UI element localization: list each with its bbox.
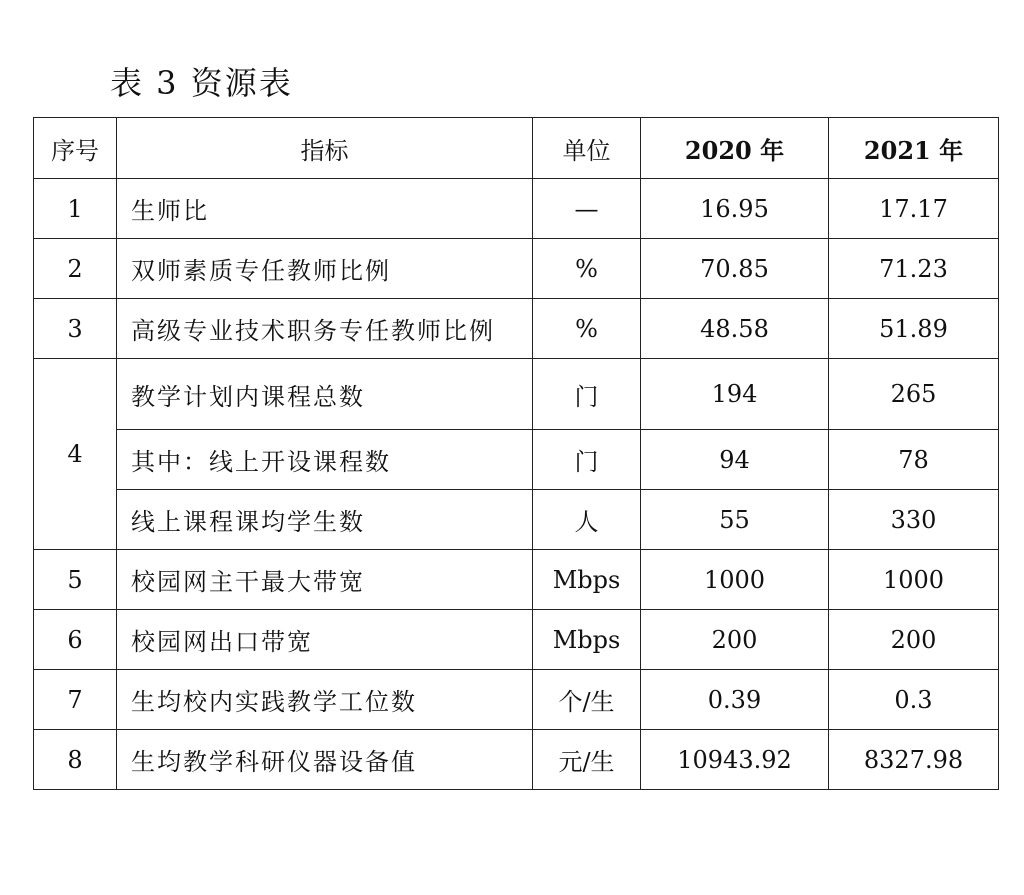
row-value-2020: 16.95 [641, 179, 829, 239]
row-indicator: 教学计划内课程总数 [117, 359, 533, 430]
table-row [34, 610, 999, 670]
row-indicator: 高级专业技术职务专任教师比例 [117, 299, 533, 359]
row-unit: 人 [533, 490, 641, 550]
header-2021: 2021 年 [829, 118, 999, 179]
table-row [34, 490, 999, 550]
header-indicator: 指标 [117, 118, 533, 179]
table-row [34, 670, 999, 730]
row-value-2021: 51.89 [829, 299, 999, 359]
resource-table [33, 117, 999, 790]
row-value-2020: 10943.92 [641, 730, 829, 790]
header-unit: 单位 [533, 118, 641, 179]
table-title: 表 3 资源表 [110, 64, 293, 102]
row-indicator: 线上课程课均学生数 [117, 490, 533, 550]
row-unit: 元/生 [533, 730, 641, 790]
table-row [34, 299, 999, 359]
header-2020: 2020 年 [641, 118, 829, 179]
row-unit: 门 [533, 430, 641, 490]
row-seq: 4 [34, 359, 117, 550]
row-seq: 6 [34, 610, 117, 670]
row-seq: 8 [34, 730, 117, 790]
row-value-2020: 1000 [641, 550, 829, 610]
row-unit: 门 [533, 359, 641, 430]
row-value-2021: 1000 [829, 550, 999, 610]
row-value-2020: 194 [641, 359, 829, 430]
table-row [34, 179, 999, 239]
row-indicator: 生均教学科研仪器设备值 [117, 730, 533, 790]
row-value-2021: 17.17 [829, 179, 999, 239]
row-value-2020: 200 [641, 610, 829, 670]
row-unit: % [533, 239, 641, 299]
row-unit: Mbps [533, 610, 641, 670]
table-header-row [34, 118, 999, 179]
row-indicator: 其中：线上开设课程数 [117, 430, 533, 490]
row-seq: 5 [34, 550, 117, 610]
row-unit: 个/生 [533, 670, 641, 730]
row-value-2021: 0.3 [829, 670, 999, 730]
row-seq: 3 [34, 299, 117, 359]
row-indicator: 校园网主干最大带宽 [117, 550, 533, 610]
row-unit: — [533, 179, 641, 239]
row-value-2020: 55 [641, 490, 829, 550]
row-indicator: 生均校内实践教学工位数 [117, 670, 533, 730]
row-seq: 1 [34, 179, 117, 239]
row-unit: Mbps [533, 550, 641, 610]
row-value-2021: 330 [829, 490, 999, 550]
row-value-2020: 94 [641, 430, 829, 490]
table-row [34, 359, 999, 430]
table-row [34, 730, 999, 790]
row-value-2020: 0.39 [641, 670, 829, 730]
row-seq: 2 [34, 239, 117, 299]
row-unit: % [533, 299, 641, 359]
row-value-2021: 78 [829, 430, 999, 490]
row-value-2020: 70.85 [641, 239, 829, 299]
row-value-2021: 265 [829, 359, 999, 430]
row-value-2021: 8327.98 [829, 730, 999, 790]
table-row [34, 430, 999, 490]
row-indicator: 校园网出口带宽 [117, 610, 533, 670]
row-value-2021: 200 [829, 610, 999, 670]
row-value-2020: 48.58 [641, 299, 829, 359]
row-indicator: 双师素质专任教师比例 [117, 239, 533, 299]
header-seq: 序号 [34, 118, 117, 179]
row-value-2021: 71.23 [829, 239, 999, 299]
row-seq: 7 [34, 670, 117, 730]
table-row [34, 550, 999, 610]
table-row [34, 239, 999, 299]
row-indicator: 生师比 [117, 179, 533, 239]
